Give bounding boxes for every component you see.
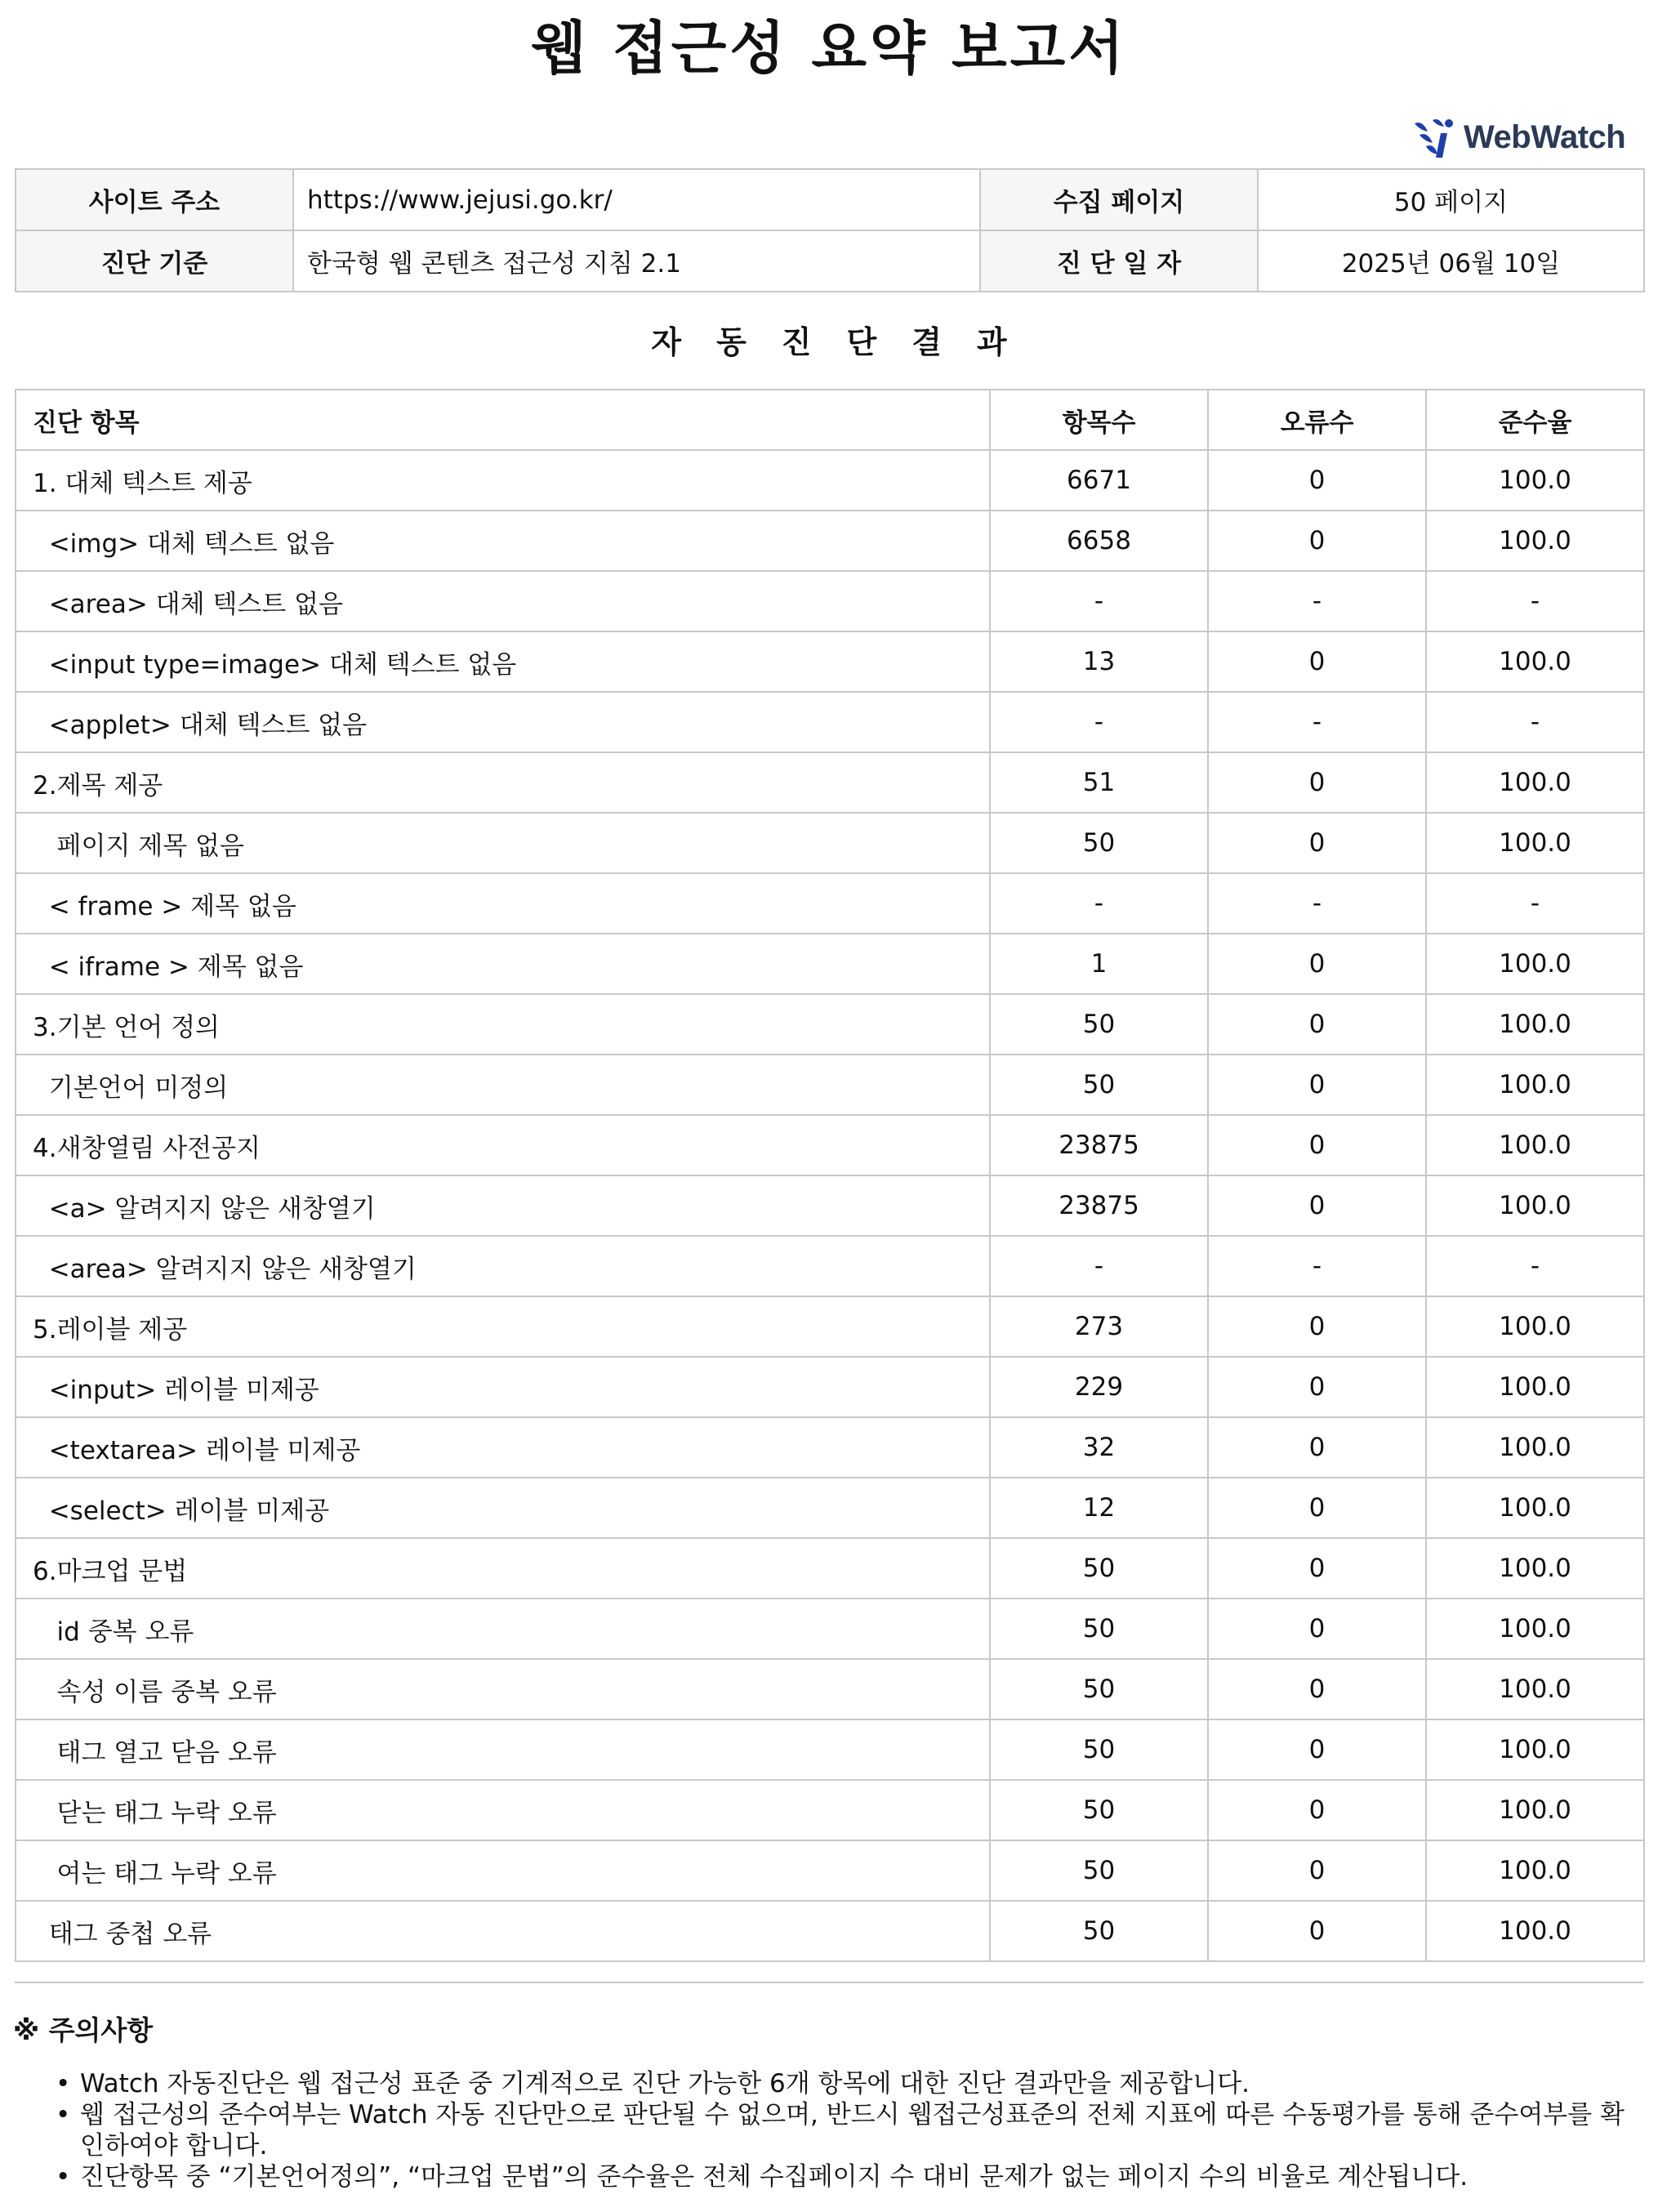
row-item-errors: - [1208,1236,1426,1296]
table-row [16,1659,1644,1719]
date-value: 2025년 06월 10일 [1258,230,1644,292]
row-item-name: <img> 대체 텍스트 없음 [16,511,990,571]
row-item-rate: 100.0 [1426,511,1644,571]
row-item-errors: 0 [1208,1599,1426,1659]
site-label: 사이트 주소 [16,169,293,230]
row-item-errors: - [1208,571,1426,631]
row-item-name: 2.제목 제공 [16,752,990,813]
row-item-name: 4.새창열림 사전공지 [16,1115,990,1175]
row-item-errors: 0 [1208,1538,1426,1599]
row-item-count: 13 [990,631,1208,692]
row-item-rate: 100.0 [1426,1055,1644,1115]
row-item-rate: 100.0 [1426,1719,1644,1780]
row-item-count: 23875 [990,1115,1208,1175]
row-item-errors: 0 [1208,1055,1426,1115]
row-item-errors: 0 [1208,934,1426,994]
row-item-count: 50 [990,1599,1208,1659]
row-item-count: 6658 [990,511,1208,571]
row-item-name: 태그 중첩 오류 [16,1901,990,1961]
row-item-errors: 0 [1208,1719,1426,1780]
site-info-row [16,169,1644,230]
pages-label: 수집 페이지 [980,169,1258,230]
table-row [16,1719,1644,1780]
row-item-count: 50 [990,1780,1208,1840]
header-item: 진단 항목 [16,390,990,450]
table-row [16,1055,1644,1115]
row-item-rate: 100.0 [1426,1901,1644,1961]
row-item-errors: - [1208,692,1426,752]
table-row [16,1417,1644,1478]
row-item-errors: 0 [1208,450,1426,511]
row-item-count: 50 [990,1840,1208,1901]
webwatch-logo-icon [1411,115,1462,159]
row-item-count: 1 [990,934,1208,994]
report-title: 웹 접근성 요약 보고서 [531,15,1127,82]
table-row [16,994,1644,1055]
header-count: 항목수 [990,390,1208,450]
site-url: https://www.jejusi.go.kr/ [293,169,980,230]
row-item-count: 50 [990,1055,1208,1115]
table-row [16,1296,1644,1357]
table-row [16,571,1644,631]
table-row [16,1901,1644,1961]
row-item-errors: 0 [1208,994,1426,1055]
row-item-count: 50 [990,1538,1208,1599]
results-header-row [16,390,1644,450]
row-item-name: <area> 대체 텍스트 없음 [16,571,990,631]
table-row [16,1840,1644,1901]
row-item-name: 태그 열고 닫음 오류 [16,1719,990,1780]
row-item-rate: 100.0 [1426,450,1644,511]
table-row [16,692,1644,752]
table-row [16,873,1644,934]
row-item-errors: 0 [1208,1780,1426,1840]
table-row [16,1236,1644,1296]
row-item-name: < frame > 제목 없음 [16,873,990,934]
note-item: • 웹 접근성의 준수여부는 Watch 자동 진단만으로 판단될 수 없으며, 반드시 웹접근성표준의 전체 지표에 따른 수동평가를 통해 준수여부를 확인하여야 합니다. [56,2099,1632,2161]
row-item-count: 50 [990,1719,1208,1780]
table-row [16,752,1644,813]
row-item-count: 50 [990,1901,1208,1961]
row-item-name: < iframe > 제목 없음 [16,934,990,994]
row-item-name: <area> 알려지지 않은 새창열기 [16,1236,990,1296]
table-row [16,813,1644,873]
row-item-errors: 0 [1208,1901,1426,1961]
row-item-rate: 100.0 [1426,994,1644,1055]
webwatch-logo [1411,114,1640,160]
table-row [16,1478,1644,1538]
row-item-errors: 0 [1208,813,1426,873]
row-item-name: 닫는 태그 누락 오류 [16,1780,990,1840]
table-row [16,1599,1644,1659]
row-item-errors: 0 [1208,1175,1426,1236]
notes-title: ※ 주의사항 [13,2014,154,2046]
table-row [16,631,1644,692]
date-label: 진 단 일 자 [980,230,1258,292]
row-item-errors: 0 [1208,511,1426,571]
row-item-rate: 100.0 [1426,631,1644,692]
row-item-name: id 중복 오류 [16,1599,990,1659]
row-item-count: 51 [990,752,1208,813]
table-row [16,1538,1644,1599]
notes-list [56,2068,1632,2192]
site-info-table [15,168,1645,292]
row-item-errors: 0 [1208,631,1426,692]
pages-value: 50 페이지 [1258,169,1644,230]
table-row [16,1780,1644,1840]
row-item-errors: - [1208,873,1426,934]
section-title: 자동진단결과 [651,324,1042,360]
row-item-name: <applet> 대체 텍스트 없음 [16,692,990,752]
row-item-count: 6671 [990,450,1208,511]
row-item-count: - [990,873,1208,934]
row-item-count: - [990,571,1208,631]
row-item-errors: 0 [1208,1357,1426,1417]
row-item-rate: 100.0 [1426,1538,1644,1599]
results-body [16,450,1644,1961]
table-row [16,1115,1644,1175]
site-info-row [16,230,1644,292]
header-rate: 준수율 [1426,390,1644,450]
table-row [16,934,1644,994]
header-errors: 오류수 [1208,390,1426,450]
row-item-rate: 100.0 [1426,813,1644,873]
row-item-rate: 100.0 [1426,1478,1644,1538]
row-item-errors: 0 [1208,1478,1426,1538]
row-item-rate: 100.0 [1426,752,1644,813]
row-item-name: 6.마크업 문법 [16,1538,990,1599]
standard-label: 진단 기준 [16,230,293,292]
row-item-count: 50 [990,1659,1208,1719]
webwatch-logo-text: WebWatch [1464,118,1626,155]
row-item-rate: 100.0 [1426,1659,1644,1719]
row-item-count: 23875 [990,1175,1208,1236]
table-row [16,1175,1644,1236]
table-row [16,450,1644,511]
row-item-count: - [990,1236,1208,1296]
row-item-count: 273 [990,1296,1208,1357]
row-item-errors: 0 [1208,1840,1426,1901]
row-item-name: 3.기본 언어 정의 [16,994,990,1055]
row-item-name: 속성 이름 중복 오류 [16,1659,990,1719]
row-item-errors: 0 [1208,752,1426,813]
row-item-rate: - [1426,571,1644,631]
row-item-rate: 100.0 [1426,1115,1644,1175]
row-item-rate: 100.0 [1426,934,1644,994]
row-item-name: <select> 레이블 미제공 [16,1478,990,1538]
row-item-name: 여는 태그 누락 오류 [16,1840,990,1901]
row-item-count: 32 [990,1417,1208,1478]
row-item-count: 12 [990,1478,1208,1538]
row-item-rate: 100.0 [1426,1780,1644,1840]
row-item-name: 1. 대체 텍스트 제공 [16,450,990,511]
row-item-name: 5.레이블 제공 [16,1296,990,1357]
row-item-errors: 0 [1208,1115,1426,1175]
row-item-rate: 100.0 [1426,1599,1644,1659]
row-item-name: <textarea> 레이블 미제공 [16,1417,990,1478]
row-item-count: - [990,692,1208,752]
row-item-rate: - [1426,692,1644,752]
table-row [16,1357,1644,1417]
note-item: • 진단항목 중 “기본언어정의”, “마크업 문법”의 준수율은 전체 수집페이지 수 대비 문제가 없는 페이지 수의 비율로 계산됩니다. [56,2161,1632,2192]
standard-value: 한국형 웹 콘텐츠 접근성 지침 2.1 [293,230,980,292]
row-item-count: 229 [990,1357,1208,1417]
row-item-name: <input type=image> 대체 텍스트 없음 [16,631,990,692]
row-item-rate: 100.0 [1426,1417,1644,1478]
row-item-rate: - [1426,1236,1644,1296]
row-item-errors: 0 [1208,1659,1426,1719]
row-item-name: <a> 알려지지 않은 새창열기 [16,1175,990,1236]
row-item-rate: 100.0 [1426,1296,1644,1357]
row-item-errors: 0 [1208,1296,1426,1357]
row-item-rate: 100.0 [1426,1840,1644,1901]
row-item-rate: 100.0 [1426,1175,1644,1236]
row-item-name: 기본언어 미정의 [16,1055,990,1115]
row-item-name: <input> 레이블 미제공 [16,1357,990,1417]
row-item-name: 페이지 제목 없음 [16,813,990,873]
row-item-errors: 0 [1208,1417,1426,1478]
divider [15,1982,1643,1983]
row-item-rate: 100.0 [1426,1357,1644,1417]
note-item: • Watch 자동진단은 웹 접근성 표준 중 기계적으로 진단 가능한 6개 항목에 대한 진단 결과만을 제공합니다. [56,2068,1632,2099]
row-item-count: 50 [990,813,1208,873]
results-table [15,389,1645,1962]
row-item-count: 50 [990,994,1208,1055]
table-row [16,511,1644,571]
row-item-rate: - [1426,873,1644,934]
